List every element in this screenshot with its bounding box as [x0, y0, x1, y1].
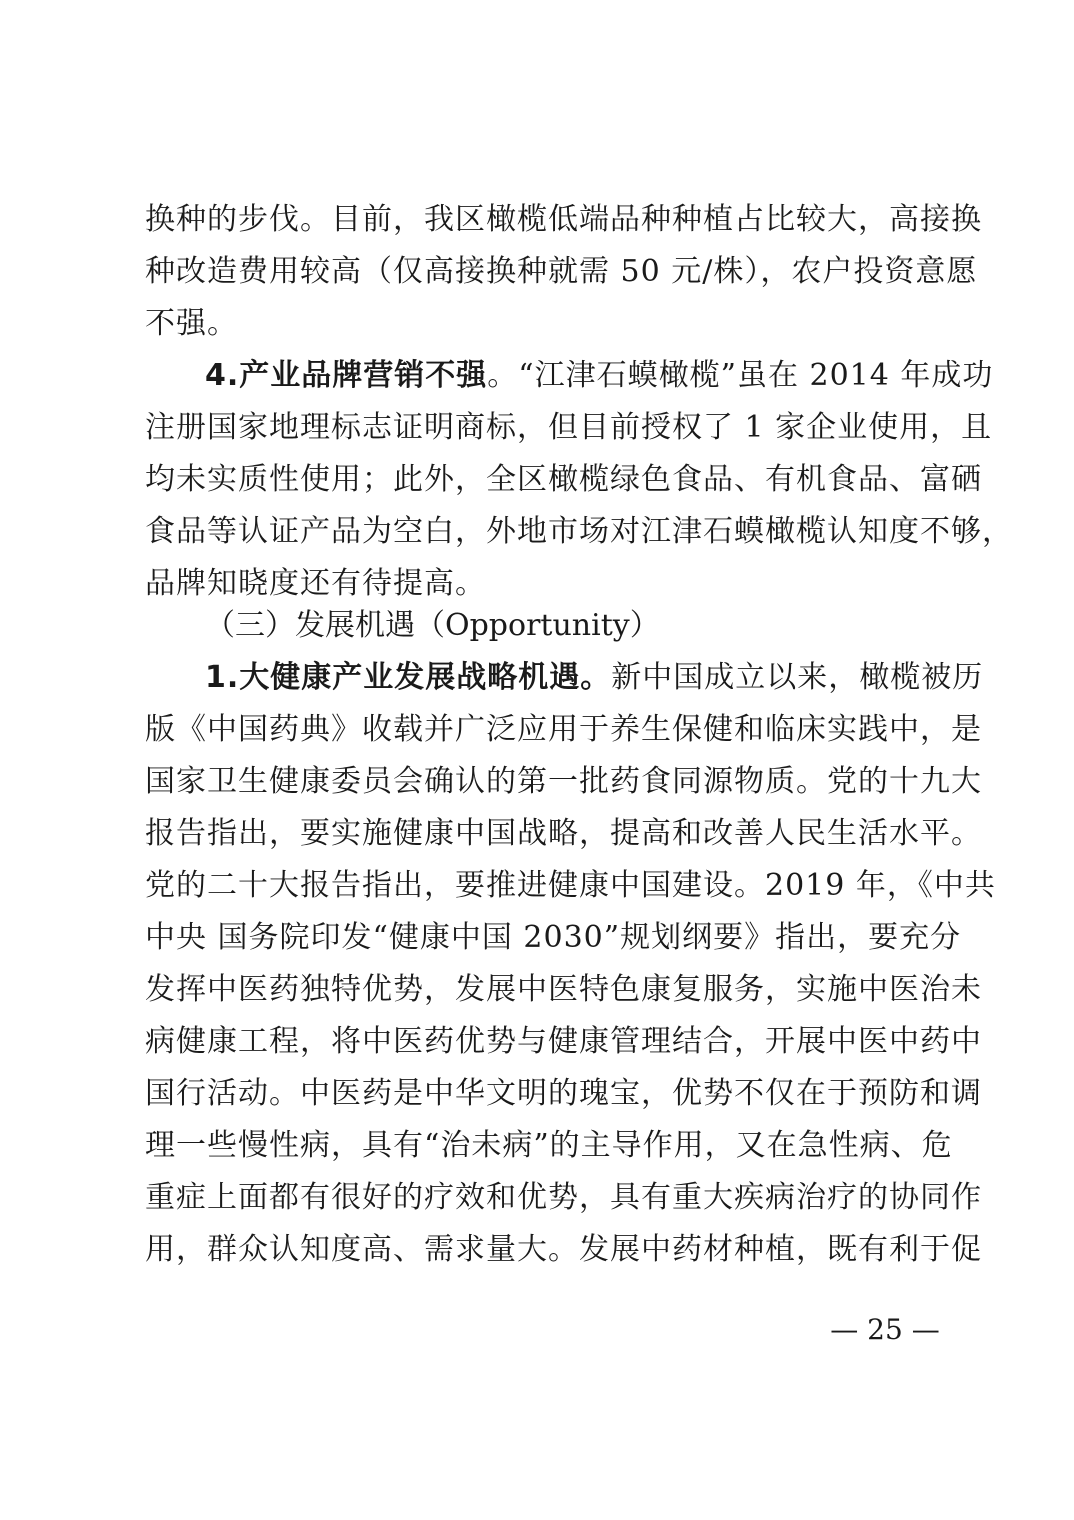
paragraph-3-line-11: 重症上面都有很好的疗效和优势，具有重大疾病治疗的协同作	[145, 1180, 982, 1215]
paragraph-3-line-5: 党的二十大报告指出，要推进健康中国建设。2019 年，《中共	[145, 868, 996, 903]
paragraph-2-line-2: 注册国家地理标志证明商标，但目前授权了 1 家企业使用，且	[145, 410, 993, 445]
paragraph-3-line-2: 版《中国药典》收载并广泛应用于养生保健和临床实践中，是	[145, 712, 982, 747]
paragraph-3-line-6: 中央 国务院印发“健康中国 2030”规划纲要》指出，要充分	[145, 920, 962, 955]
paragraph-3-line-1	[205, 652, 984, 704]
paragraph-2-line-1-text: 。“江津石蟆橄榄”虽在 2014 年成功	[487, 358, 994, 393]
paragraph-2-line-1	[205, 350, 994, 402]
page-number: — 25 —	[830, 1313, 940, 1346]
paragraph-2-line-4: 食品等认证产品为空白，外地市场对江津石蟆橄榄认知度不够，	[145, 514, 1013, 549]
paragraph-3-line-9: 国行活动。中医药是中华文明的瑰宝，优势不仅在于预防和调	[145, 1076, 982, 1111]
paragraph-2-line-5: 品牌知晓度还有待提高。	[145, 566, 486, 601]
paragraph-3-line-12: 用，群众认知度高、需求量大。发展中药材种植，既有利于促	[145, 1232, 982, 1267]
paragraph-3-line-10: 理一些慢性病，具有“治未病”的主导作用，又在急性病、危	[145, 1128, 953, 1163]
paragraph-3-line-4: 报告指出，要实施健康中国战略，提高和改善人民生活水平。	[145, 816, 982, 851]
paragraph-3-line-7: 发挥中医药独特优势，发展中医特色康复服务，实施中医治未	[145, 972, 982, 1007]
paragraph-3-heading: 1.大健康产业发展战略机遇。	[205, 660, 612, 695]
paragraph-3-line-3: 国家卫生健康委员会确认的第一批药食同源物质。党的十九大	[145, 764, 982, 799]
paragraph-2-heading: 4.产业品牌营销不强	[205, 358, 488, 393]
paragraph-1-line-2: 种改造费用较高（仅高接换种就需 50 元/株），农户投资意愿	[145, 254, 978, 289]
section-heading: （三）发展机遇（Opportunity）	[205, 608, 660, 643]
paragraph-1-line-3: 不强。	[145, 306, 238, 341]
paragraph-3-line-8: 病健康工程，将中医药优势与健康管理结合，开展中医中药中	[145, 1024, 982, 1059]
paragraph-1-line-1: 换种的步伐。目前，我区橄榄低端品种种植占比较大，高接换	[145, 202, 982, 237]
paragraph-2-line-3: 均未实质性使用；此外，全区橄榄绿色食品、有机食品、富硒	[145, 462, 982, 497]
paragraph-3-line-1-text: 新中国成立以来，橄榄被历	[611, 660, 984, 695]
